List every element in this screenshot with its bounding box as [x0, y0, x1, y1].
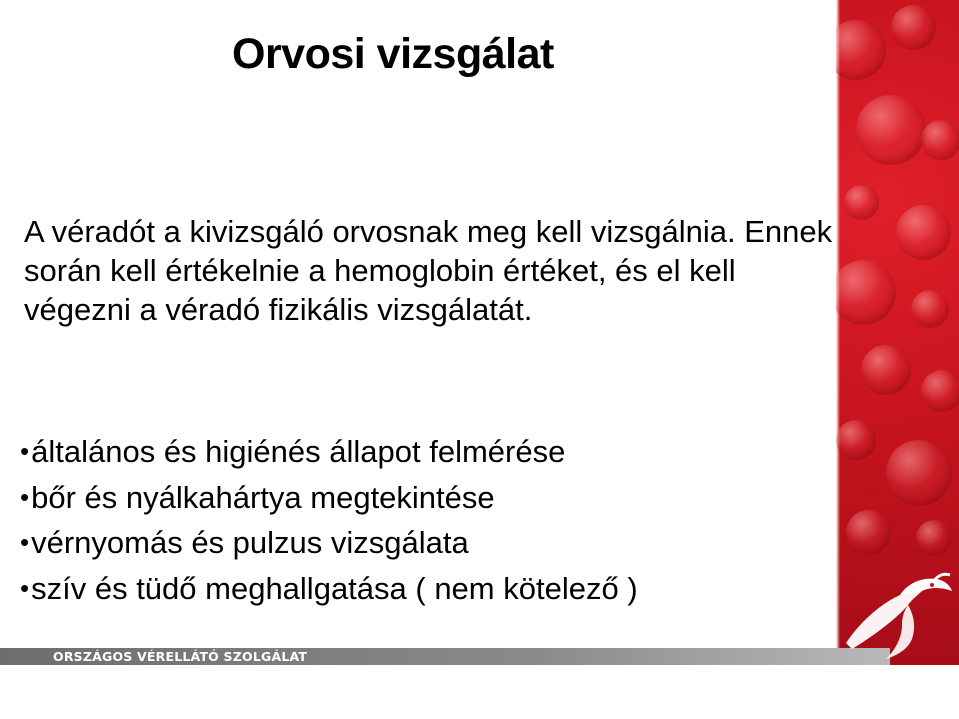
blood-cell-bubble [844, 185, 879, 220]
bullet-icon: • [20, 436, 30, 466]
bullet-text: bőr és nyálkahártya megtekintése [31, 479, 495, 515]
blood-cell-bubble [856, 95, 926, 165]
intro-paragraph: A véradót a kivizsgáló orvosnak meg kell vizsgálnia. Ennek során kell értékelnie a hemoglobin értéket, és el kell végezni a véradó fizikális vizsgálatát. [24, 214, 833, 327]
blood-cell-bubble [911, 290, 949, 328]
blood-cell-bubble [836, 260, 896, 325]
bullet-icon: • [20, 527, 30, 557]
list-item [20, 566, 638, 612]
list-item [20, 520, 638, 566]
list-item [20, 475, 638, 521]
blood-cell-bubble [891, 5, 936, 50]
blood-cell-bubble [886, 440, 952, 506]
blood-cell-bubble [921, 370, 959, 412]
blood-cell-bubble [861, 345, 911, 395]
bullet-text: általános és higiénés állapot felmérése [31, 434, 566, 469]
blood-cell-bubble [921, 120, 959, 160]
organization-name: ORSZÁGOS VÉRELLÁTÓ SZOLGÁLAT [53, 649, 308, 664]
bullet-text: vérnyomás és pulzus vizsgálata [31, 525, 469, 560]
blood-cell-bubble [896, 205, 951, 260]
footer-bar [0, 648, 890, 665]
bullet-list [20, 429, 638, 611]
bullet-text: szív és tüdő meghallgatása ( nem kötelező ) [31, 570, 638, 606]
pelican-logo-icon [838, 565, 956, 665]
blood-cell-bubble [836, 20, 886, 80]
slide-title: Orvosi vizsgálat [232, 30, 554, 78]
bullet-icon: • [20, 481, 30, 512]
bullet-icon: • [20, 572, 30, 603]
list-item [20, 429, 638, 475]
blood-cell-bubble [846, 510, 891, 555]
blood-cell-bubble [916, 520, 952, 556]
blood-cell-bubble [836, 420, 876, 460]
